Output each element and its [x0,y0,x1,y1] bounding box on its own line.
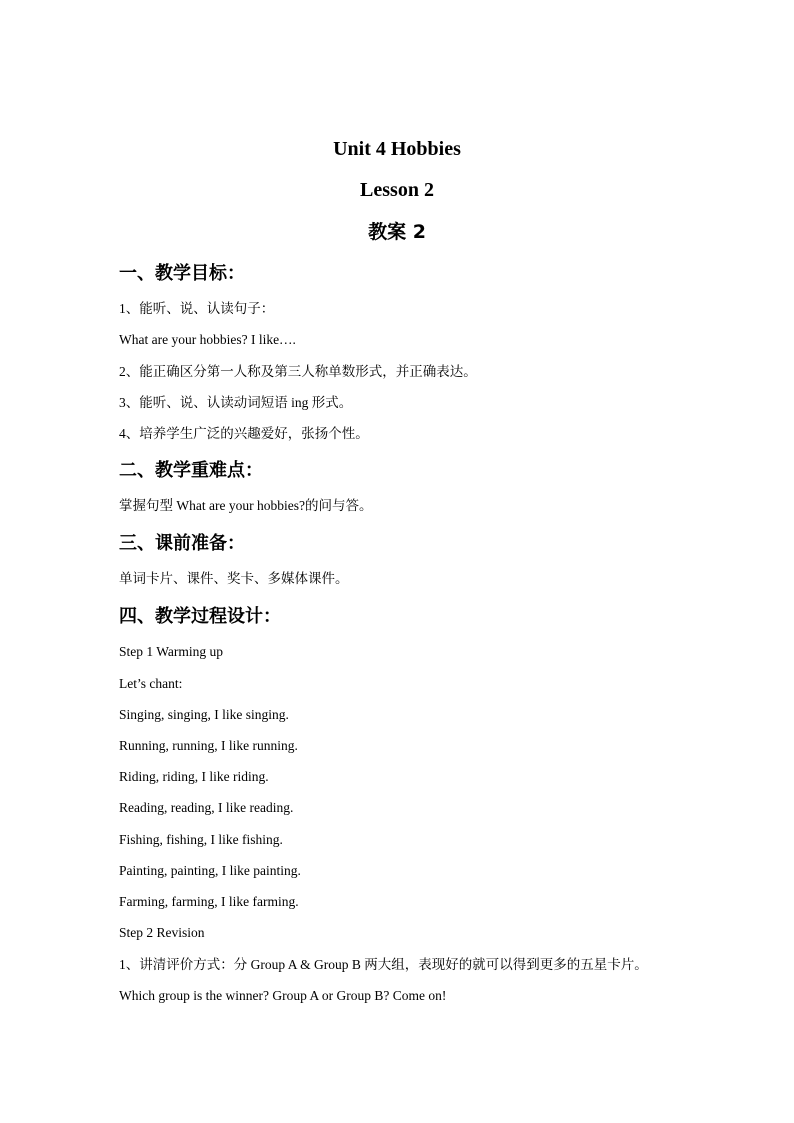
objective-item-sentence: What are your hobbies? I like…. [119,332,296,347]
objective-item-4: 4、培养学生广泛的兴趣爱好，张扬个性。 [119,426,369,441]
step-1-title: Step 1 Warming up [119,644,224,659]
chant-line: Running, running, I like running. [119,738,298,753]
chant-line: Riding, riding, I like riding. [119,769,269,784]
objective-item-1: 1、能听、说、认读句子： [119,301,275,316]
process-heading: 四、教学过程设计： [119,606,281,627]
objectives-heading: 一、教学目标： [119,263,245,284]
plan-title: 教案 2 [368,221,426,243]
objective-item-3: 3、能听、说、认读动词短语 ing 形式。 [119,395,353,410]
revision-item-1: 1、讲清评价方式：分 Group A & Group B 两大组，表现好的就可以得到更多的五星卡片。 [119,957,648,972]
chant-line: Painting, painting, I like painting. [119,863,301,878]
objective-item-2: 2、能正确区分第一人称及第三人称单数形式，并正确表达。 [119,364,477,379]
preparation-heading: 三、课前准备： [119,533,245,554]
revision-question: Which group is the winner? Group A or Group B? Come on! [119,988,447,1003]
chant-line: Singing, singing, I like singing. [119,707,289,722]
step-2-title: Step 2 Revision [119,925,205,940]
key-points-text: 掌握句型 What are your hobbies?的问与答。 [119,498,373,513]
lesson-title: Lesson 2 [360,179,434,201]
preparation-text: 单词卡片、课件、奖卡、多媒体课件。 [119,571,349,586]
key-points-heading: 二、教学重难点： [119,460,263,481]
chant-line: Fishing, fishing, I like fishing. [119,832,283,847]
chant-line: Reading, reading, I like reading. [119,800,294,815]
document-title: Unit 4 Hobbies [333,138,461,160]
chant-intro: Let’s chant: [119,676,183,691]
chant-line: Farming, farming, I like farming. [119,894,299,909]
